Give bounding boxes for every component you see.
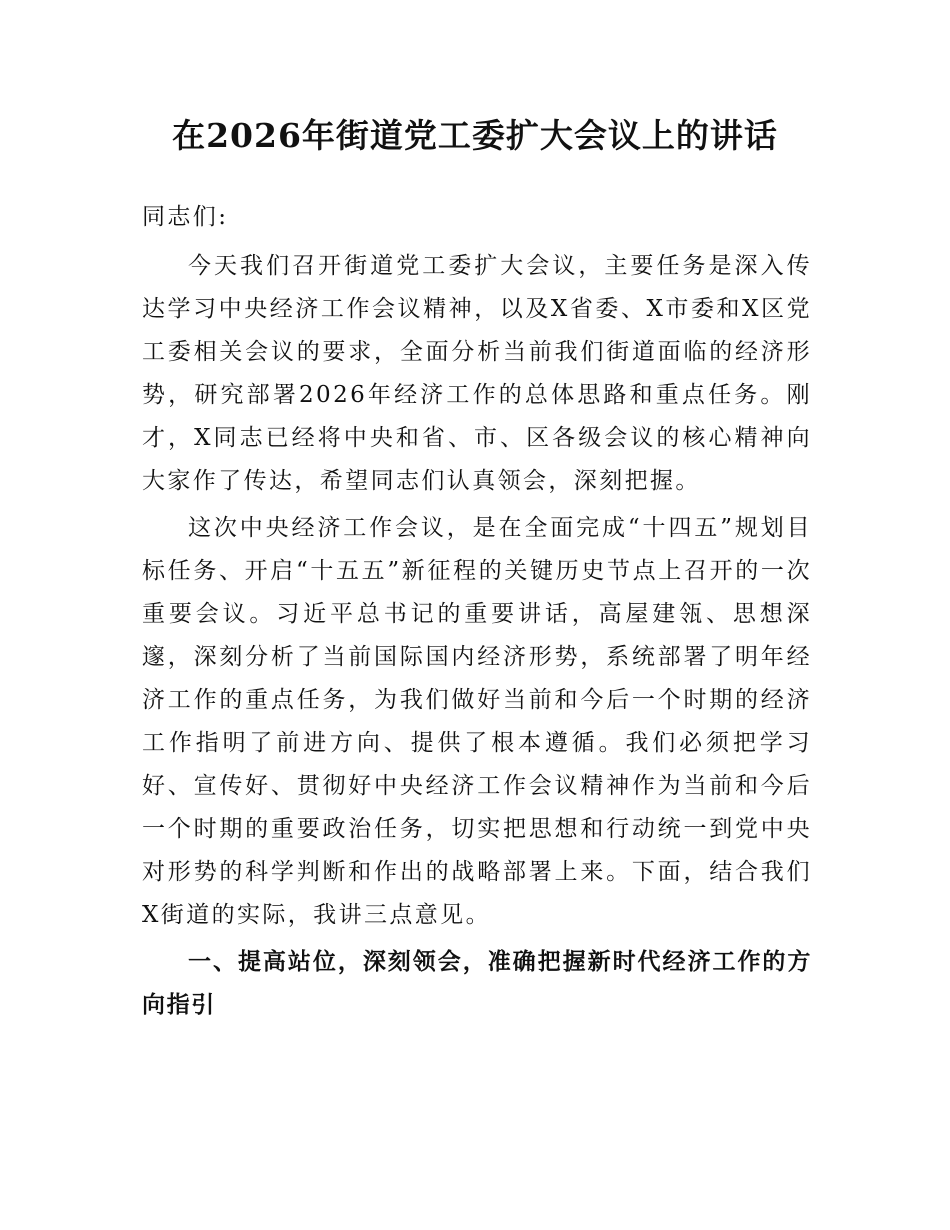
document-title: 在2026年街道党工委扩大会议上的讲话: [172, 116, 778, 155]
salutation: 同志们:: [142, 204, 229, 230]
paragraph-meeting-significance: 这次中央经济工作会议，是在全面完成“十四五”规划目标任务、开启“十五五”新征程的关键历史节点上召开的一次重要会议。习近平总书记的重要讲话，高屋建瓴、思想深邃，深刻分析了当前国际国内经济形势，系统部署了明年经济工作的重点任务，为我们做好当前和今后一个时期的经济工作指明了前进方向、提供了根本遵循。我们必须把学习好、宣传好、贯彻好中央经济工作会议精神作为当前和今后一个时期的重要政治任务，切实把思想和行动统一到党中央对形势的科学判断和作出的战略部署上来。下面，结合我们X街道的实际，我讲三点意见。: [142, 515, 812, 928]
paragraph-intro: 今天我们召开街道党工委扩大会议，主要任务是深入传达学习中央经济工作会议精神，以及X省委、X市委和X区党工委相关会议的要求，全面分析当前我们街道面临的经济形势，研究部署2026年经济工作的总体思路和重点任务。刚才，X同志已经将中央和省、市、区各级会议的核心精神向大家作了传达，希望同志们认真领会，深刻把握。: [142, 253, 812, 494]
document-body: [142, 196, 812, 1027]
section-heading-1: 一、提高站位，深刻领会，准确把握新时代经济工作的方向指引: [142, 949, 812, 1018]
